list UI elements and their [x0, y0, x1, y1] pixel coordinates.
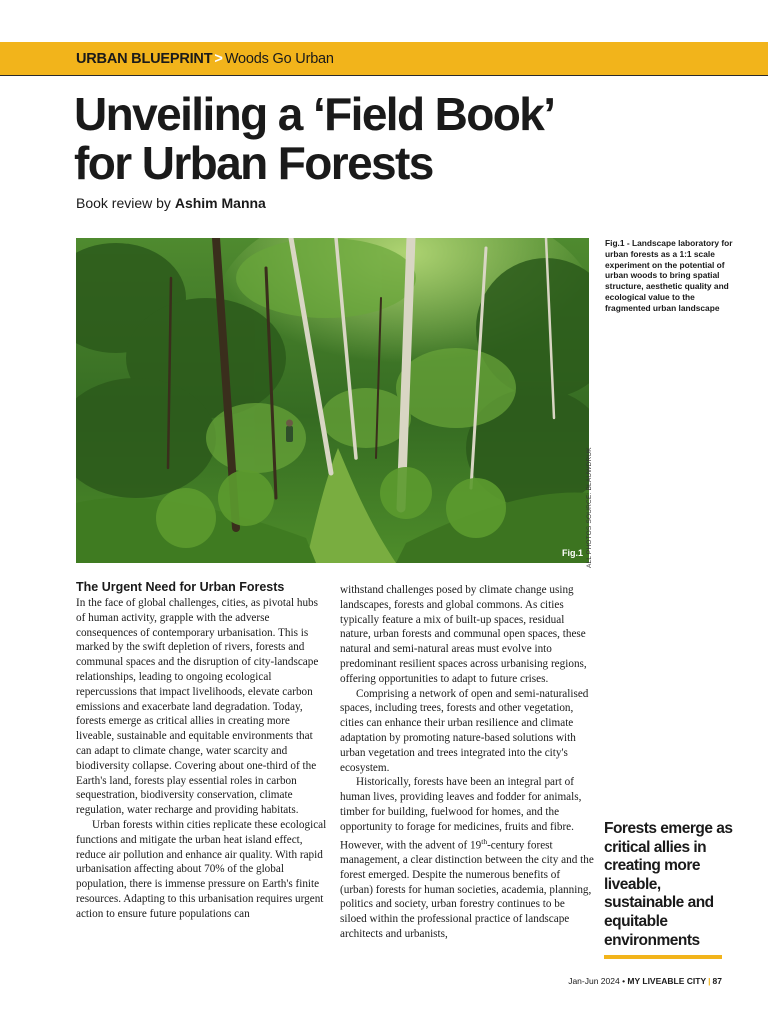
article-column-left: [76, 580, 330, 922]
forest-photo: [76, 238, 589, 563]
byline: [76, 195, 266, 211]
paragraph-5-start: Historically, forests have been an integral part of human lives, providing leaves and fodder for animals, timber for building, fuelwood for homes, and the opportunity to forage for medicines, fruits and fibre. However, with the advent of 19: [340, 776, 582, 852]
paragraph-5: [340, 775, 594, 942]
breadcrumb-separator: >: [214, 50, 223, 67]
figure-caption: Fig.1 - Landscape laboratory for urban forests as a 1:1 scale experiment on the potential of urban woods to bring spatial structure, aesthetic quality and ecological value to the fragmented urban landscape: [605, 238, 733, 313]
page-number: 87: [712, 976, 722, 986]
figure-tag: Fig.1: [561, 548, 583, 558]
footer-divider: |: [708, 976, 711, 986]
forest-illustration: [76, 238, 589, 563]
issue-date: Jan-Jun 2024: [568, 976, 620, 986]
paragraph-3: withstand challenges posed by climate change using landscapes, forests and global commons. As cities typically feature a mix of built-up spaces, residual nature, urban forests and communal open spaces, these natural and semi-natural areas must evolve into predominant resilient spaces across urbanising regions, offering opportunities to adapt to future crises.: [340, 584, 587, 685]
paragraph-1: In the face of global challenges, cities, as pivotal hubs of human activity, grapple with the adverse consequences of contemporary urbanisation. This is marked by the swift depletion of rivers, forests and communal spaces and the disruption of city-landscape relationships, leading to ongoing ecological repercussions that impact livelihoods, elevate carbon emissions and exacerbate land degradation. Today, forests emerge as critical allies in creating more liveable, sustainable and equitable environments that can adapt to climate change, water scarcity and biodiversity collapse. Covering about one-third of the Earth's land, forests play essential roles in carbon sequestration, biodiversity conservation, climate regulation, water recharge and providing habitats.: [76, 597, 319, 817]
headline-line-1: Unveiling a ‘Field Book’: [74, 88, 555, 140]
article-column-right: [340, 583, 594, 942]
subsection-label[interactable]: Woods Go Urban: [224, 50, 334, 67]
paragraph-5-end: -century forest management, a clear distinction between the city and the forest emerged. Despite the numerous benefits of (urban) forests for human societies, academia, planning, politics and society, urban forestry continues to be siloed within the professional practice of landscape architects and urbanists,: [340, 839, 594, 941]
pull-quote-rule: [604, 955, 722, 959]
paragraph-4: Comprising a network of open and semi-naturalised spaces, including trees, forests and other vegetation, cities can enhance their urban resilience and climate adaptation by promoting nature-based solutions with urban vegetation and trees integrated into the city's ecosystem.: [340, 687, 589, 774]
author-name[interactable]: Ashim Manna: [174, 195, 266, 211]
paragraph-2: Urban forests within cities replicate these ecological functions and mitigate the urban heat island effect, reduce air pollution and enhance air quality. With rapid urbanisation affecting about 70% of the global population, there is immense pressure on Earth's finite resources. Adapting to this urbanisation requires urgent action to ensure future populations can: [76, 818, 327, 920]
section-banner: [0, 42, 768, 76]
headline-line-2: for Urban Forests: [74, 137, 433, 189]
article-headline: [74, 90, 714, 188]
section-label[interactable]: URBAN BLUEPRINT: [76, 50, 213, 67]
footer-bullet: •: [619, 976, 628, 986]
pull-quote: Forests emerge as critical allies in creating more liveable, sustainable and equitable environments: [604, 820, 733, 949]
section-heading: The Urgent Need for Urban Forests: [76, 580, 285, 594]
ordinal-suffix: th: [481, 836, 488, 846]
byline-prefix: Book review by: [76, 195, 175, 211]
page-footer: [568, 976, 722, 986]
magazine-name[interactable]: MY LIVEABLE CITY: [627, 976, 707, 986]
photo-credit: ALL PHOTOS SOURCE: BLAUWDRUK: [586, 447, 593, 568]
